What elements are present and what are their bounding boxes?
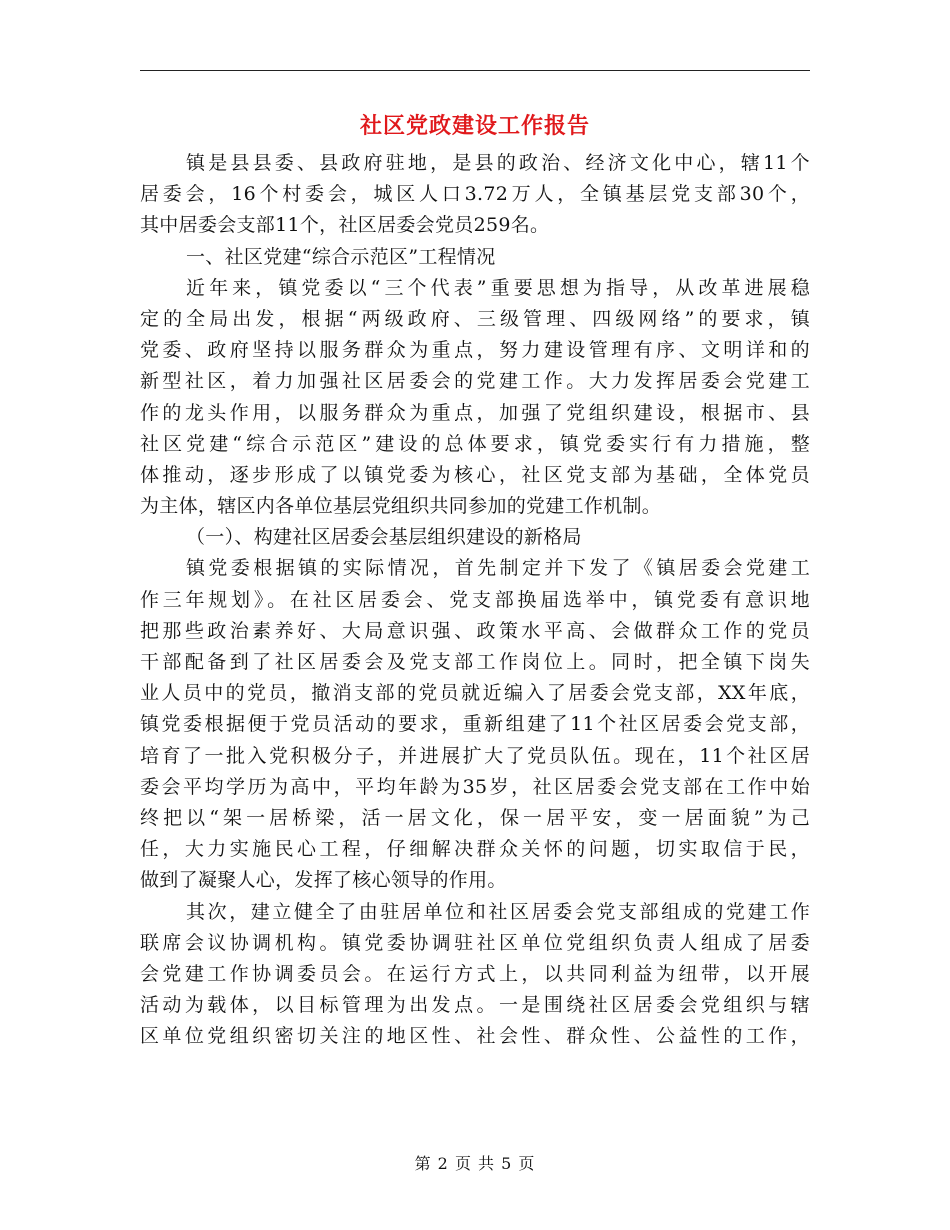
text-line: 镇是县县委、县政府驻地，是县的政治、经济文化中心，辖11个: [186, 152, 810, 174]
text-line: 培育了一批入党积极分子，并进展扩大了党员队伍。现在，11个社区居: [140, 744, 810, 767]
text-line: 新型社区，着力加强社区居委会的党建工作。大力发挥居委会党建工: [140, 370, 810, 393]
text-line: 镇党委根据镇的实际情况，首先制定并下发了《镇居委会党建工: [186, 557, 810, 580]
text-line: 活动为载体，以目标管理为出发点。一是围绕社区居委会党组织与辖: [140, 994, 810, 1017]
text-line: 为主体，辖区内各单位基层党组织共同参加的党建工作机制。: [140, 495, 662, 518]
text-line: 联席会议协调机构。镇党委协调驻社区单位党组织负责人组成了居委: [140, 931, 810, 954]
text-line: 区单位党组织密切关注的地区性、社会性、群众性、公益性的工作，: [140, 1025, 810, 1048]
text-line: 委会平均学历为高中，平均年龄为35岁，社区居委会党支部在工作中始: [140, 775, 810, 798]
text-line: 党委、政府坚持以服务群众为重点，努力建设管理有序、文明详和的: [140, 339, 810, 362]
text-line: 社区党建“综合示范区”建设的总体要求，镇党委实行有力措施，整: [140, 432, 810, 455]
text-line: 一、社区党建“综合示范区”工程情况: [186, 245, 496, 268]
text-line: 业人员中的党员，撤消支部的党员就近编入了居委会党支部，XX年底，: [140, 682, 810, 705]
text-line: 任，大力实施民心工程，仔细解决群众关怀的问题，切实取信于民，: [140, 838, 810, 861]
text-line: 镇党委根据便于党员活动的要求，重新组建了11个社区居委会党支部，: [140, 713, 810, 736]
text-line: 会党建工作协调委员会。在运行方式上，以共同利益为纽带，以开展: [140, 962, 810, 985]
text-line: 其中居委会支部11个，社区居委会党员259名。: [140, 214, 550, 237]
document-body: [140, 148, 810, 1052]
text-line: 作的龙头作用，以服务群众为重点，加强了党组织建设，根据市、县: [140, 401, 810, 424]
text-line: 把那些政治素养好、大局意识强、政策水平高、会做群众工作的党员: [140, 619, 810, 642]
text-line: 作三年规划》。在社区居委会、党支部换届选举中，镇党委有意识地: [140, 588, 810, 611]
text-line: 做到了凝聚人心，发挥了核心领导的作用。: [140, 869, 507, 892]
text-line: 近年来，镇党委以“三个代表”重要思想为指导，从改革进展稳: [186, 276, 810, 299]
document-title: 社区党政建设工作报告: [359, 113, 590, 139]
page-footer: 第 2 页 共 5 页: [414, 1154, 536, 1173]
text-line: 居委会，16个村委会，城区人口3.72万人，全镇基层党支部30个，: [140, 183, 810, 206]
text-line: （一）、构建社区居委会基层组织建设的新格局: [186, 526, 582, 549]
text-line: 干部配备到了社区居委会及党支部工作岗位上。同时，把全镇下岗失: [140, 651, 810, 673]
text-line: 其次，建立健全了由驻居单位和社区居委会党支部组成的党建工作: [186, 900, 810, 923]
text-line: 定的全局出发，根据“两级政府、三级管理、四级网络”的要求，镇: [140, 307, 810, 330]
text-line: 终把以“架一居桥梁，活一居文化，保一居平安，变一居面貌”为己: [140, 806, 810, 829]
text-line: 体推动，逐步形成了以镇党委为核心，社区党支部为基础，全体党员: [140, 463, 810, 486]
header-rule: [140, 70, 810, 71]
